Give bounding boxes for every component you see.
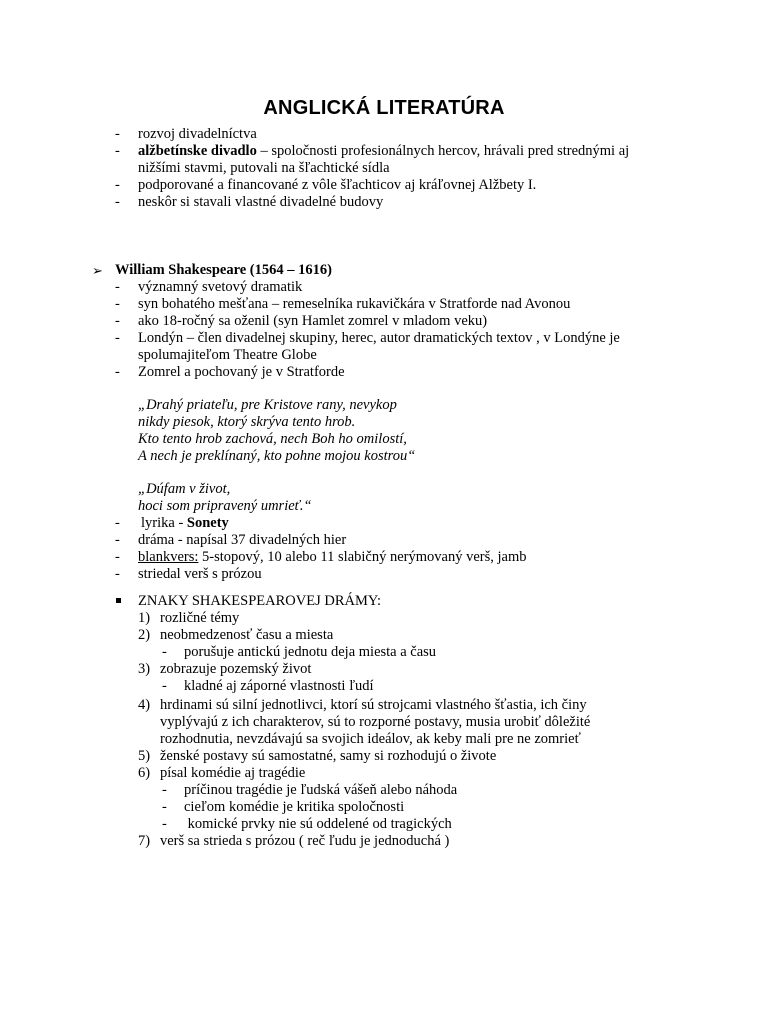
list-dash: -	[115, 296, 120, 312]
sub-list-item: kladné aj záporné vlastnosti ľudí	[184, 678, 374, 694]
list-dash: -	[162, 678, 167, 694]
sonety-term: Sonety	[186, 515, 229, 531]
list-dash: -	[115, 364, 120, 380]
list-number: 1)	[138, 610, 151, 626]
sub-list-item: komické prvky nie sú oddelené od tragických	[184, 816, 452, 832]
epitaph-line: A nech je preklínaný, kto pohne mojou kostrou“	[138, 448, 416, 464]
term-bold: alžbetínske divadlo	[138, 143, 257, 159]
list-number: 4)	[138, 697, 151, 713]
sub-list-item: cieľom komédie je kritika spoločnosti	[184, 799, 405, 815]
quote-line: „Dúfam v život,	[138, 481, 231, 497]
list-item-continuation: vyplývajú z ich charakterov, sú to rozporné postavy, musia urobiť dôležité	[160, 714, 591, 730]
page-title: ANGLICKÁ LITERATÚRA	[263, 97, 505, 119]
list-item: dráma - napísal 37 divadelných hier	[138, 532, 347, 548]
list-dash: -	[115, 532, 120, 548]
section-heading: William Shakespeare (1564 – 1616)	[115, 262, 332, 278]
list-number: 3)	[138, 661, 151, 677]
list-dash: -	[115, 279, 120, 295]
lyrika-label: lyrika -	[141, 515, 187, 531]
list-number: 6)	[138, 765, 151, 781]
epitaph-line: nikdy piesok, ktorý skrýva tento hrob.	[138, 414, 356, 430]
list-item: významný svetový dramatik	[138, 279, 303, 295]
list-item-continuation: nižšími stavmi, putovali na šľachtické sídla	[138, 160, 390, 176]
list-item: zobrazuje pozemský život	[160, 661, 312, 677]
list-item: neskôr si stavali vlastné divadelné budovy	[138, 194, 384, 210]
arrow-bullet-icon: ➢	[92, 263, 103, 278]
list-item: ženské postavy sú samostatné, samy si rozhodujú o živote	[160, 748, 497, 764]
list-item	[138, 143, 629, 160]
list-item	[141, 515, 229, 532]
list-dash: -	[162, 644, 167, 660]
sub-list-item: porušuje antickú jednotu deja miesta a času	[184, 644, 437, 660]
list-number: 2)	[138, 627, 151, 643]
list-item: syn bohatého mešťana – remeselníka rukavičkára v Stratforde nad Avonou	[138, 296, 571, 312]
list-item-continuation: spolumajiteľom Theatre Globe	[138, 347, 317, 363]
sub-list-item: príčinou tragédie je ľudská vášeň alebo náhoda	[184, 782, 458, 798]
blankvers-term: blankvers:	[138, 549, 199, 565]
epitaph-line: „Drahý priateľu, pre Kristove rany, nevykop	[138, 397, 397, 413]
list-number: 7)	[138, 833, 151, 849]
list-dash: -	[115, 143, 120, 159]
quote-line: hoci som pripravený umrieť.“	[138, 498, 312, 514]
list-item: neobmedzenosť času a miesta	[160, 627, 334, 643]
list-item: verš sa strieda s prózou ( reč ľudu je jednoduchá )	[160, 833, 450, 849]
list-dash: -	[115, 549, 120, 565]
list-dash: -	[115, 566, 120, 582]
square-bullet-icon	[116, 598, 121, 603]
term-description: – spoločnosti profesionálnych hercov, hrávali pred strednými aj	[256, 143, 630, 159]
section-heading: ZNAKY SHAKESPEAROVEJ DRÁMY:	[138, 593, 382, 609]
list-dash: -	[162, 799, 167, 815]
list-item: rozličné témy	[160, 610, 240, 626]
list-item: hrdinami sú silní jednotlivci, ktorí sú strojcami vlastného šťastia, ich činy	[160, 697, 587, 713]
list-dash: -	[115, 313, 120, 329]
list-dash: -	[115, 126, 120, 142]
list-item	[138, 549, 526, 566]
list-dash: -	[162, 782, 167, 798]
list-item: striedal verš s prózou	[138, 566, 262, 582]
list-item: podporované a financované z vôle šľachticov aj kráľovnej Alžbety I.	[138, 177, 537, 193]
blankvers-description: 5-stopový, 10 alebo 11 slabičný nerýmovaný verš, jamb	[198, 549, 527, 565]
list-dash: -	[115, 177, 120, 193]
list-number: 5)	[138, 748, 151, 764]
list-dash: -	[115, 515, 120, 531]
list-dash: -	[162, 816, 167, 832]
list-item: ako 18-ročný sa oženil (syn Hamlet zomrel v mladom veku)	[138, 313, 488, 329]
list-item: rozvoj divadelníctva	[138, 126, 257, 142]
list-item-continuation: rozhodnutia, nevzdávajú sa svojich ideálov, ak keby mali pre ne zomrieť	[160, 731, 581, 747]
list-dash: -	[115, 194, 120, 210]
list-dash: -	[115, 330, 120, 346]
list-item: písal komédie aj tragédie	[160, 765, 306, 781]
list-item: Londýn – člen divadelnej skupiny, herec, autor dramatických textov , v Londýne je	[138, 330, 620, 346]
epitaph-line: Kto tento hrob zachová, nech Boh ho omilostí,	[138, 431, 407, 447]
list-item: Zomrel a pochovaný je v Stratforde	[138, 364, 345, 380]
